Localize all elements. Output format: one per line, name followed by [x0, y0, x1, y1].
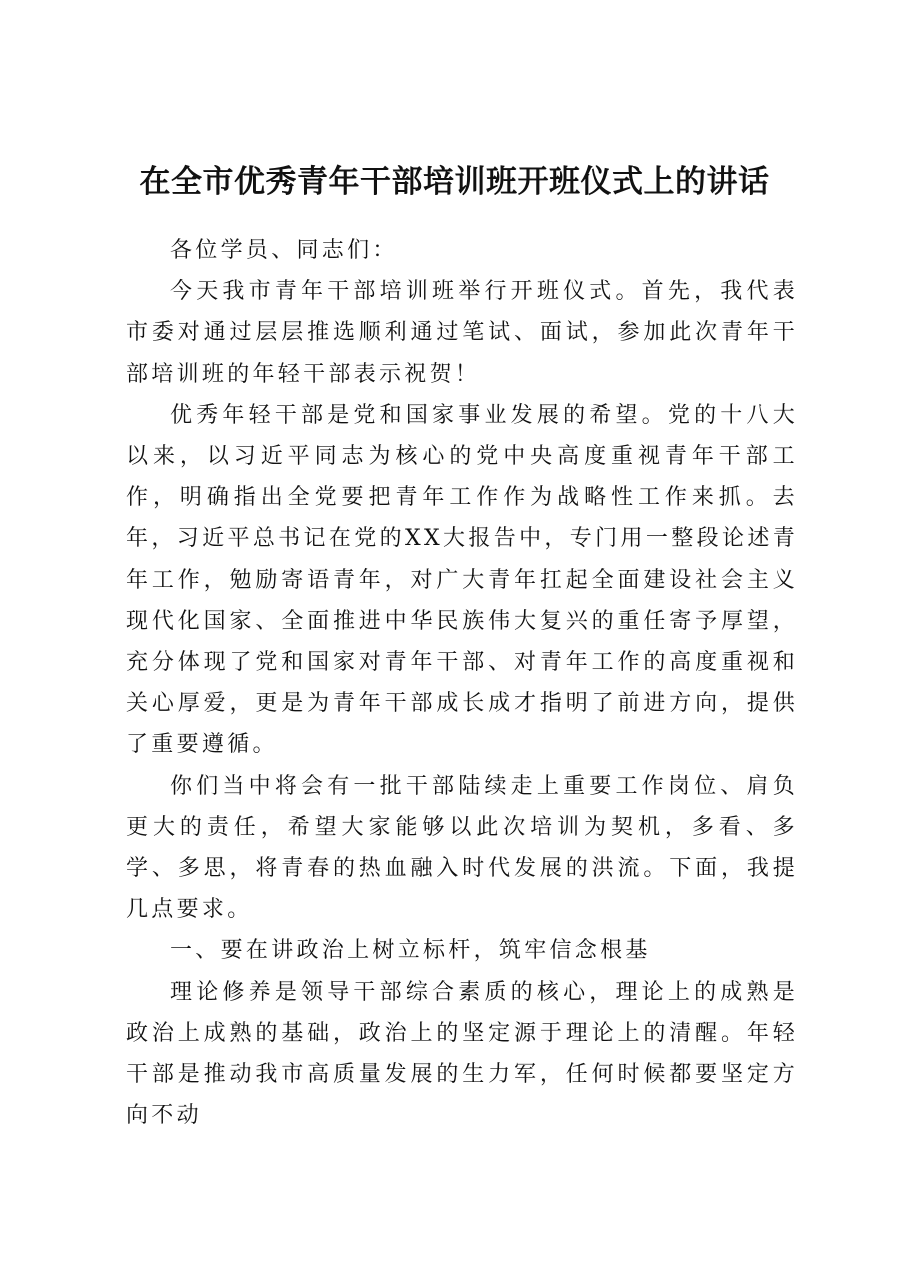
paragraph-1: 今天我市青年干部培训班举行开班仪式。首先，我代表市委对通过层层推选顺利通过笔试、面试，参加此次青年干部培训班的年轻干部表示祝贺！ — [126, 279, 798, 387]
paragraph-2: 优秀年轻干部是党和国家事业发展的希望。党的十八大以来，以习近平同志为核心的党中央高度重视青年干部工作，明确指出全党要把青年工作作为战略性工作来抓。去年，习近平总书记在党的XX大报告中，专门用一整段论述青年工作，勉励寄语青年，对广大青年扛起全面建设社会主义现代化国家、全面推进中华民族伟大复兴的重任寄予厚望，充分体现了党和国家对青年干部、对青年工作的高度重视和关心厚爱，更是为青年干部成长成才指明了前进方向，提供了重要遵循。 — [126, 402, 798, 758]
document-title: 在全市优秀青年干部培训班开班仪式上的讲话 — [139, 164, 770, 200]
section-heading: 一、要在讲政治上树立标杆，筑牢信念根基 — [170, 938, 651, 964]
paragraph-3: 你们当中将会有一批干部陆续走上重要工作岗位、肩负更大的责任，希望大家能够以此次培训为契机，多看、多学、多思，将青春的热血融入时代发展的洪流。下面，我提几点要求。 — [126, 773, 798, 923]
section-paragraph: 理论修养是领导干部综合素质的核心，理论上的成熟是政治上成熟的基础，政治上的坚定源于理论上的清醒。年轻干部是推动我市高质量发展的生力军，任何时候都要坚定方向不动 — [126, 979, 798, 1129]
salutation: 各位学员、同志们： — [170, 238, 398, 263]
document-body — [126, 230, 798, 1136]
